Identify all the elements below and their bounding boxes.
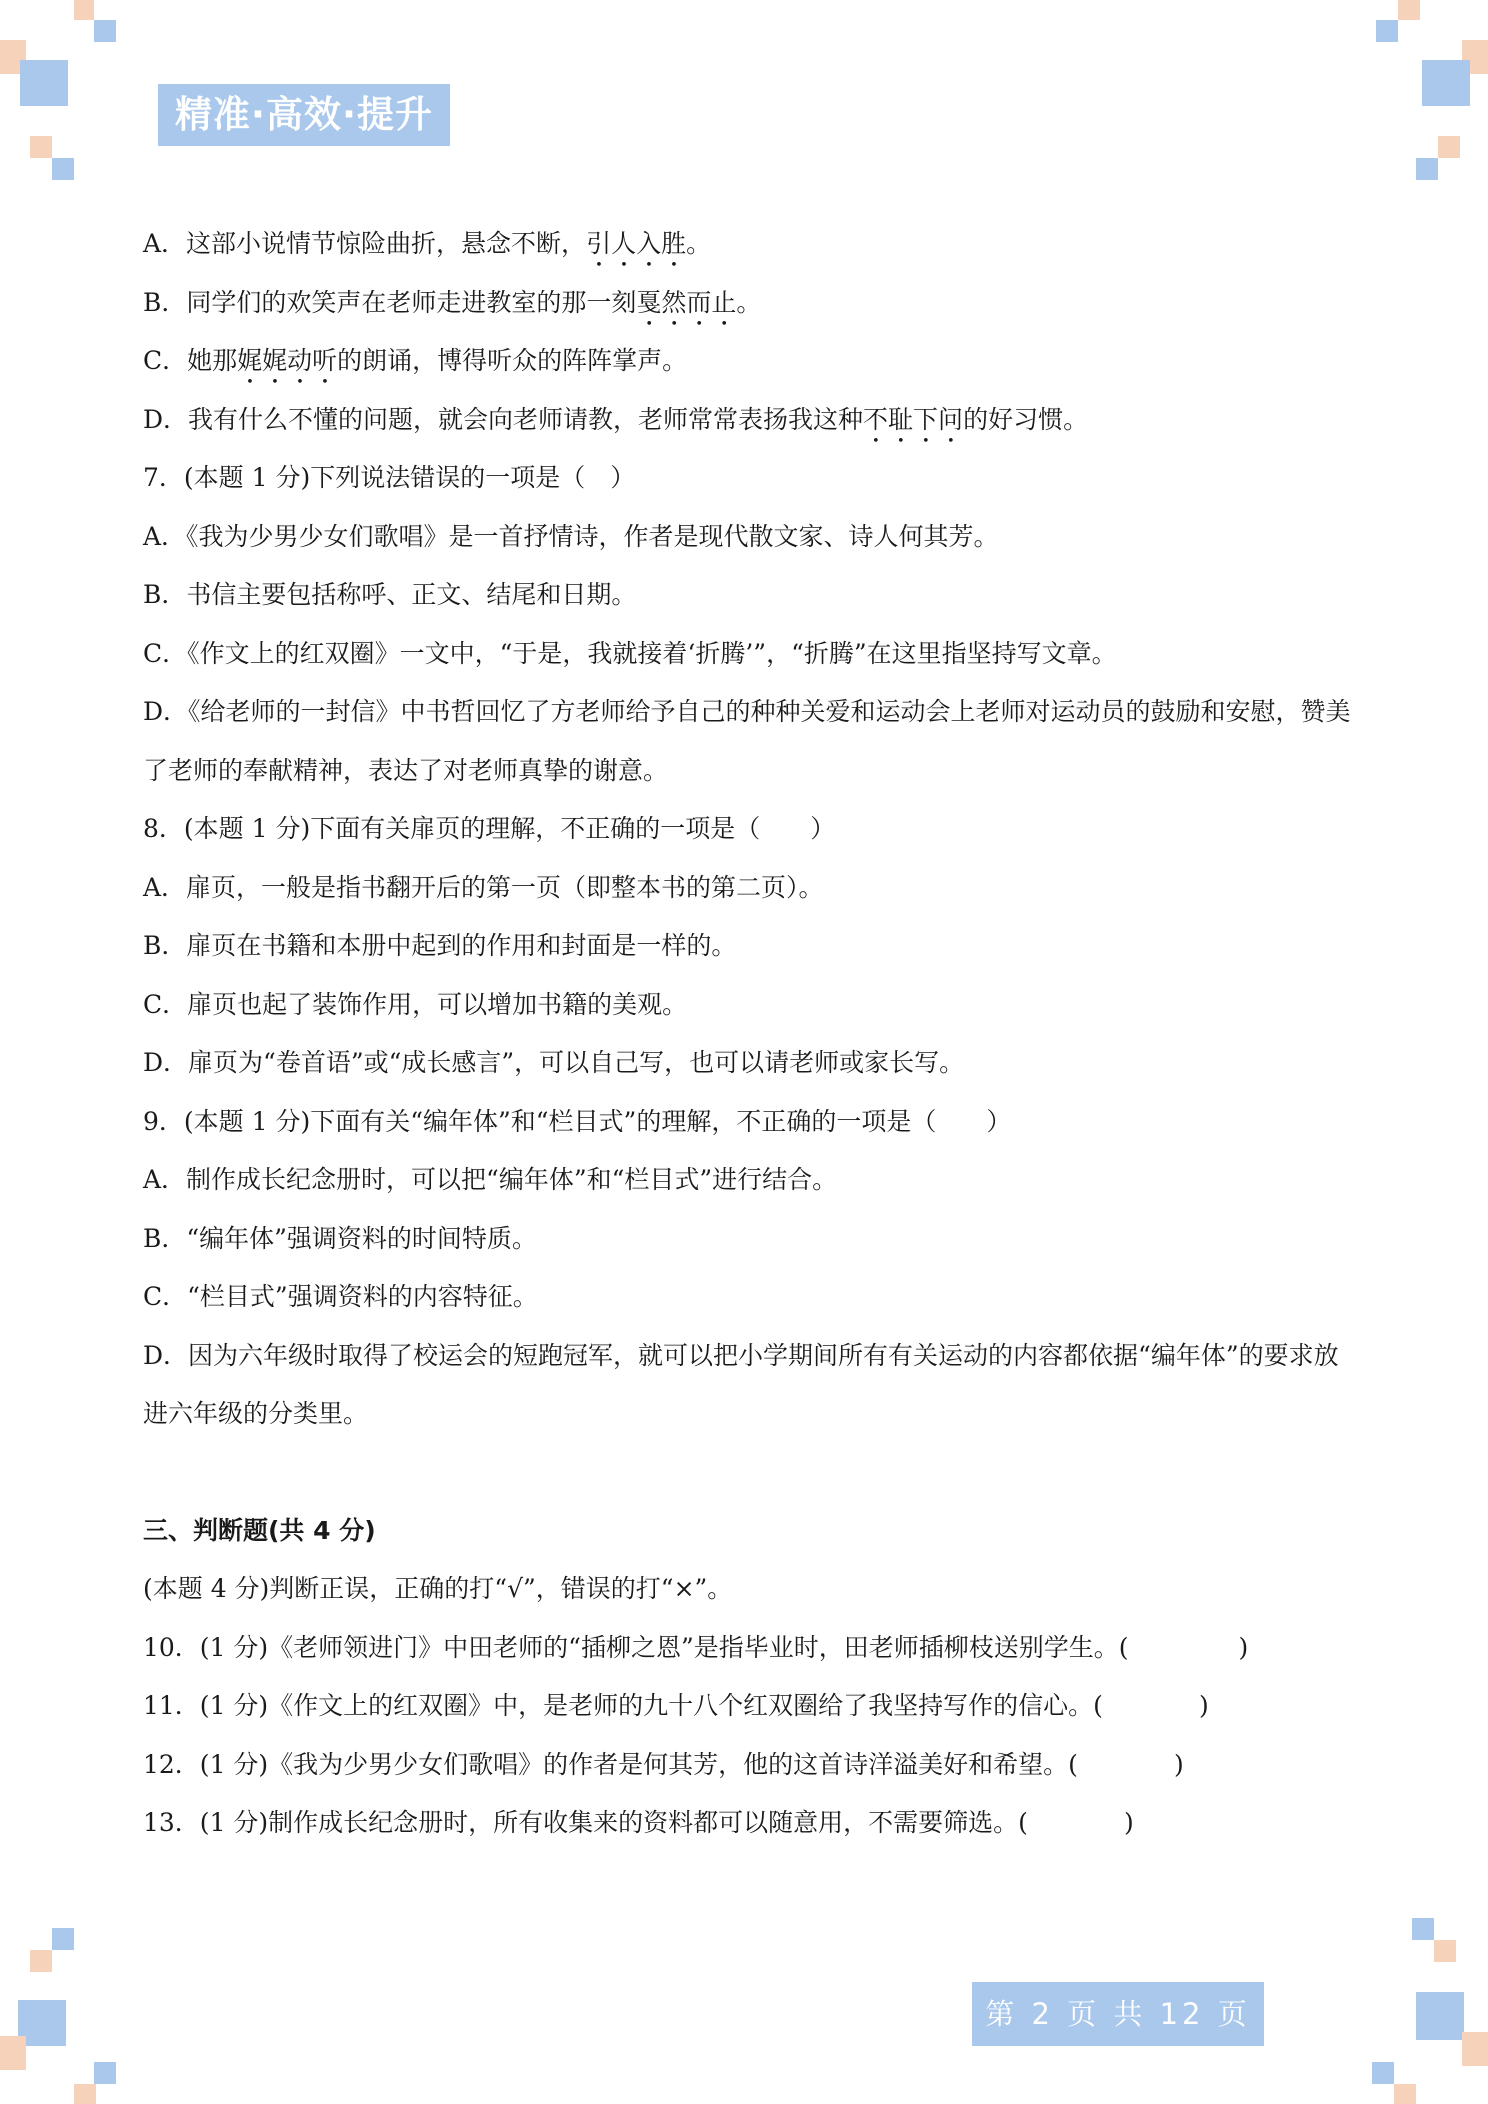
q7-option-b: B．书信主要包括称呼、正文、结尾和日期。 [143, 580, 637, 609]
judgment-item-10: 10．(1 分)《老师领进门》中田老师的“插柳之恩”是指毕业时，田老师插柳枝送别学生。( ) [143, 1632, 1249, 1662]
section-instruction: (本题 4 分)判断正误，正确的打“√”，错误的打“×”。 [143, 1574, 733, 1603]
q8-stem: 8．(本题 1 分)下面有关扉页的理解，不正确的一项是（ ） [143, 814, 836, 843]
q8-option-a: A．扉页，一般是指书翻开后的第一页（即整本书的第二页）。 [143, 872, 824, 902]
q9-option-b: B．“编年体”强调资料的时间特质。 [143, 1223, 537, 1253]
q9-option-c: C．“栏目式”强调资料的内容特征。 [143, 1282, 538, 1311]
q8-option-d: D．扉页为“卷首语”或“成长感言”，可以自己写，也可以请老师或家长写。 [143, 1048, 965, 1077]
q7-option-c: C．《作文上的红双圈》一文中，“于是，我就接着‘折腾’”，“折腾”在这里指坚持写文章。 [143, 638, 1117, 668]
judgment-item-12: 12．(1 分)《我为少男少女们歌唱》的作者是何其芳，他的这首诗洋溢美好和希望。( ) [143, 1749, 1184, 1779]
q6-option-b: B．同学们的欢笑声在老师走进教室的那一刻戛然而止。 [143, 287, 762, 317]
emphasized-idiom: 娓娓动听 [237, 346, 338, 375]
q7-option-d: D．《给老师的一封信》中书哲回忆了方老师给予自己的种种关爱和运动会上老师对运动员的鼓励和安慰，赞美了老师的奉献精神，表达了对老师真挚的谢意。 [143, 697, 1351, 785]
emphasized-idiom: 不耻下问 [863, 404, 964, 434]
q6-option-a: A．这部小说情节惊险曲折，悬念不断，引人入胜。 [143, 229, 712, 258]
brand-badge: 精准·高效·提升 [158, 84, 450, 146]
q9-stem: 9．(本题 1 分)下面有关“编年体”和“栏目式”的理解，不正确的一项是（ ） [143, 1106, 1012, 1136]
q7-stem: 7．(本题 1 分)下列说法错误的一项是（ ） [143, 463, 636, 492]
q8-option-b: B．扉页在书籍和本册中起到的作用和封面是一样的。 [143, 931, 737, 960]
q9-option-a: A．制作成长纪念册时，可以把“编年体”和“栏目式”进行结合。 [143, 1165, 838, 1194]
page-content [143, 215, 1353, 1853]
q6-option-c: C．她那娓娓动听的朗诵，博得听众的阵阵掌声。 [143, 346, 688, 375]
section-title: 三、判断题(共 4 分) [143, 1515, 376, 1545]
q8-option-c: C．扉页也起了装饰作用，可以增加书籍的美观。 [143, 989, 688, 1019]
page-number-badge: 第 2 页 共 12 页 [972, 1982, 1264, 2046]
q6-option-d: D．我有什么不懂的问题，就会向老师请教，老师常常表扬我这种不耻下问的好习惯。 [143, 404, 1089, 434]
emphasized-idiom: 引人入胜 [586, 229, 687, 258]
judgment-item-11: 11．(1 分)《作文上的红双圈》中，是老师的九十八个红双圈给了我坚持写作的信心。( ) [143, 1691, 1209, 1720]
emphasized-idiom: 戛然而止 [636, 287, 737, 317]
q9-option-d: D．因为六年级时取得了校运会的短跑冠军，就可以把小学期间所有有关运动的内容都依据“编年体”的要求放进六年级的分类里。 [143, 1340, 1339, 1428]
q7-option-a: A．《我为少男少女们歌唱》是一首抒情诗，作者是现代散文家、诗人何其芳。 [143, 521, 999, 551]
judgment-item-13: 13．(1 分)制作成长纪念册时，所有收集来的资料都可以随意用，不需要筛选。( ) [143, 1808, 1134, 1837]
